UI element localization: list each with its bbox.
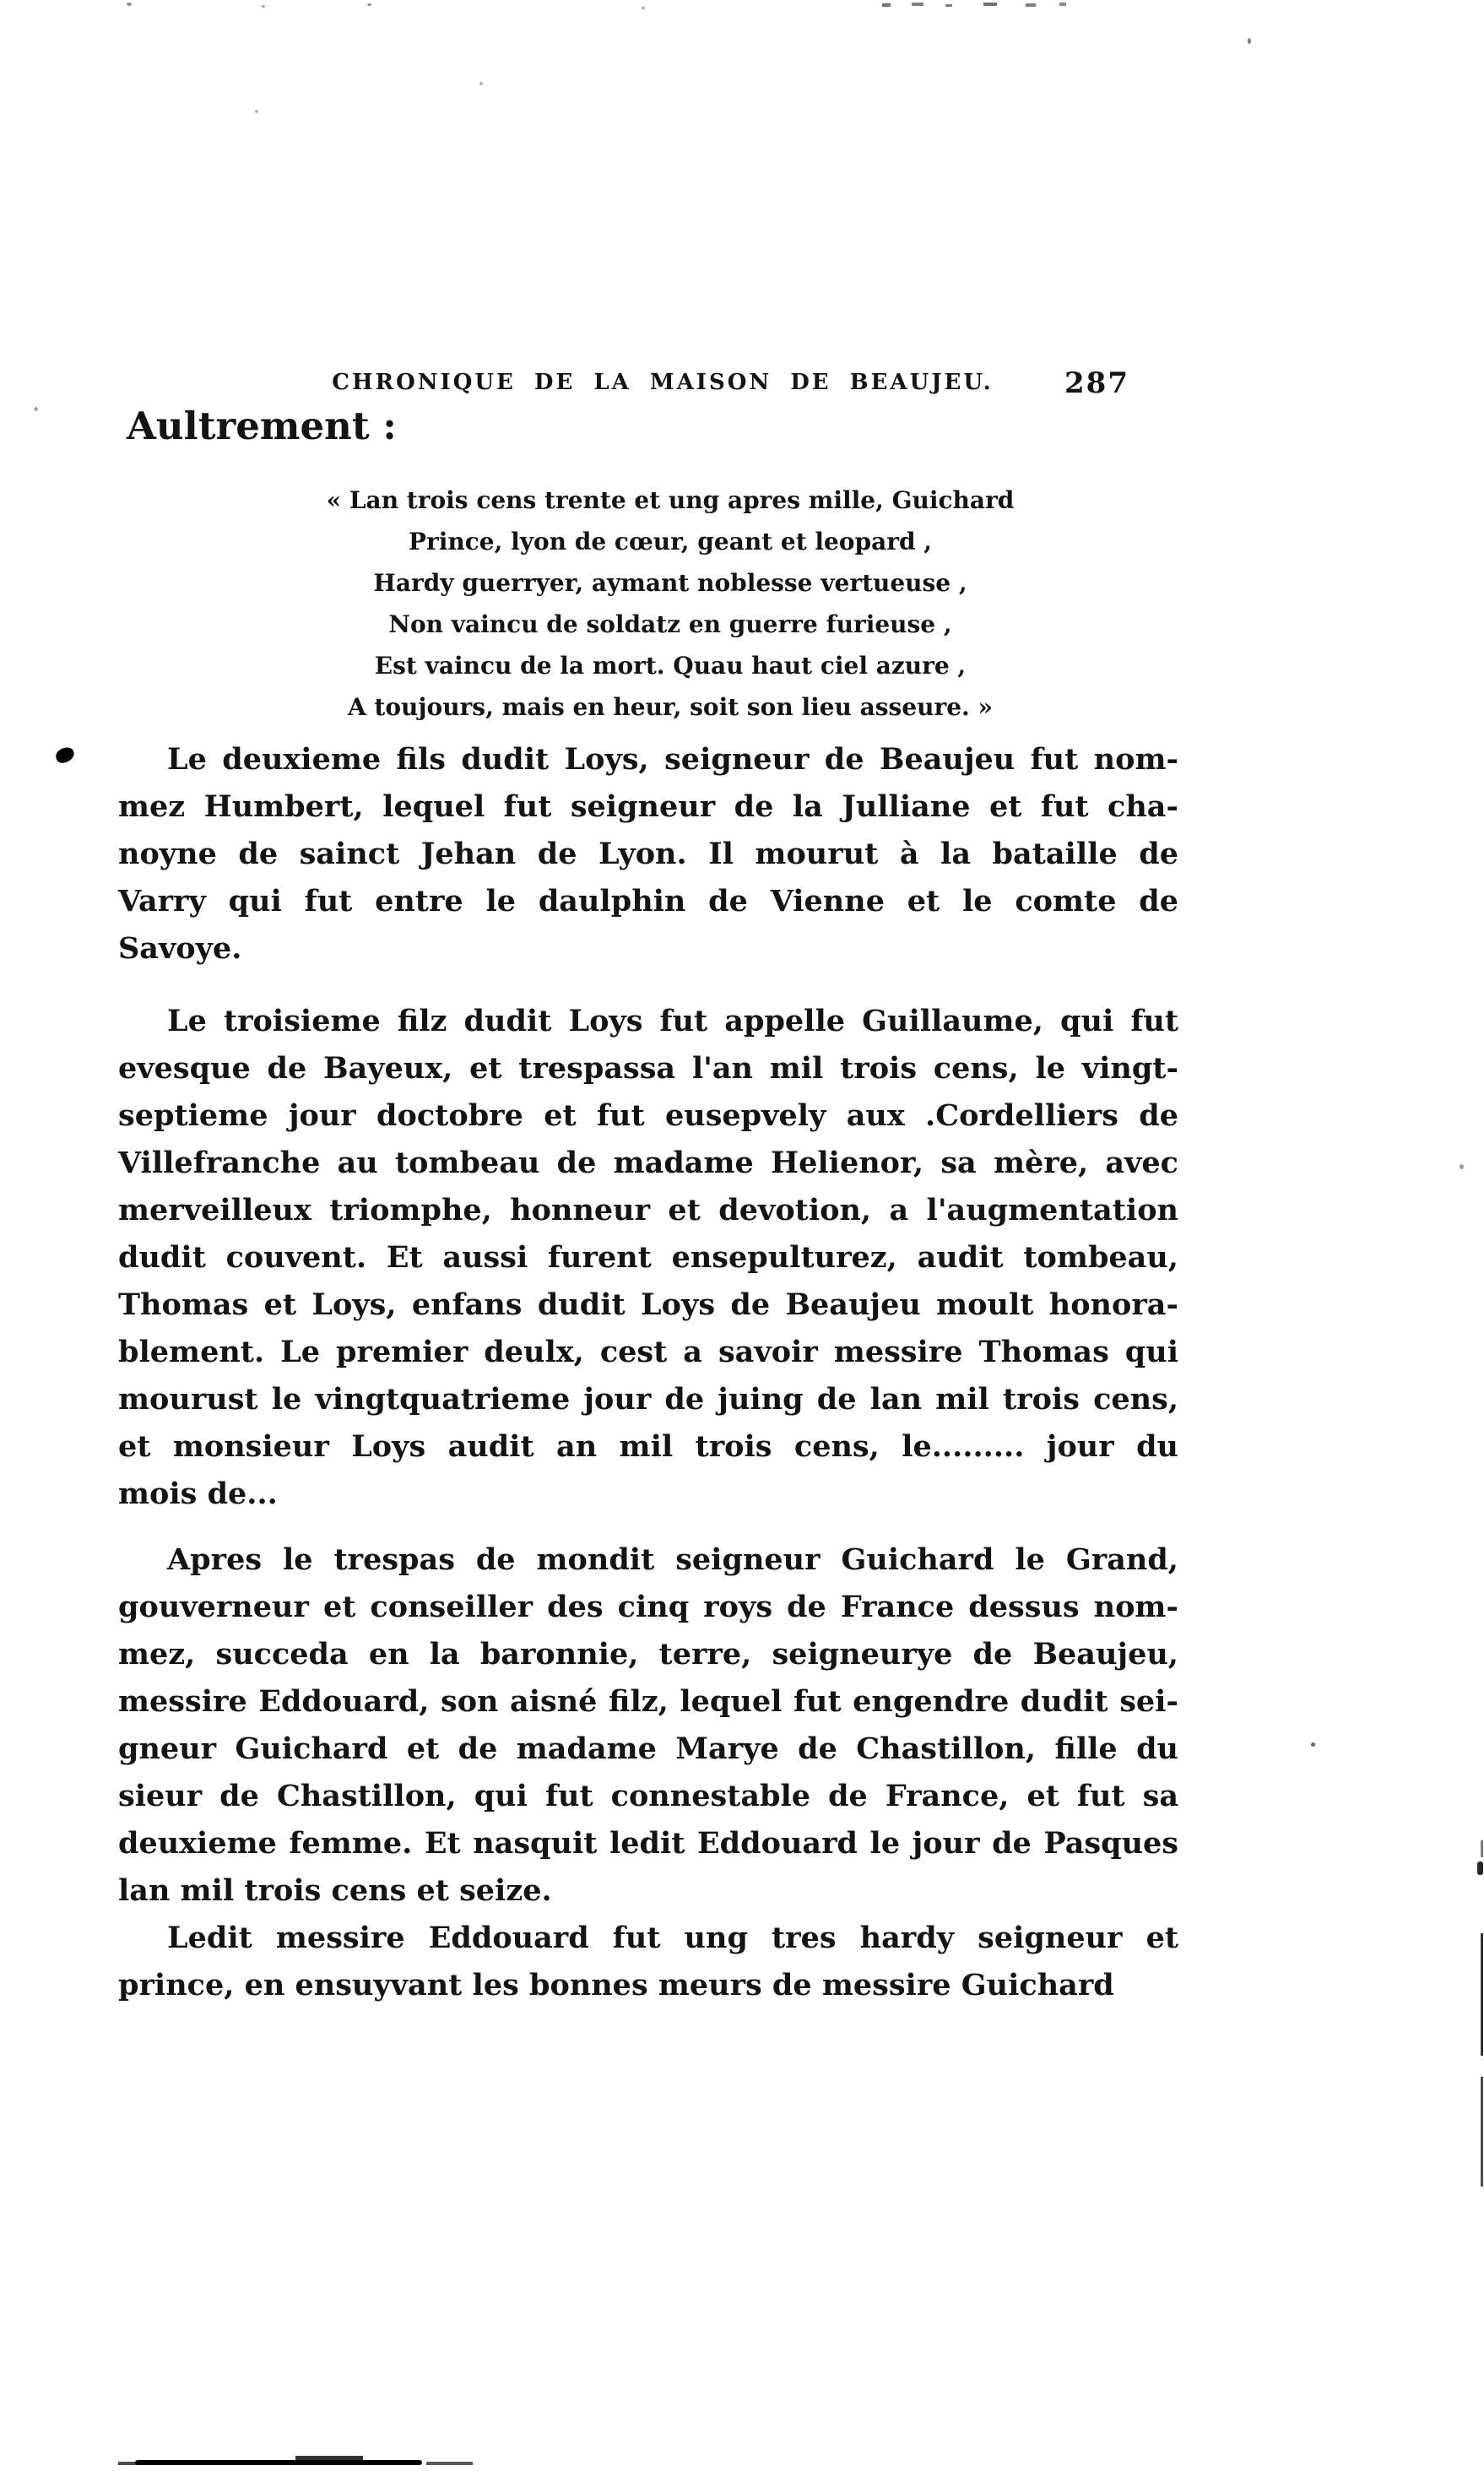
text-line: Le troisieme filz dudit Loys fut appelle Guillaume, qui fut xyxy=(167,1004,1178,1038)
section-heading: Aultrement : xyxy=(127,404,397,448)
text-line: Thomas et Loys, enfans dudit Loys de Beaujeu moult honora- xyxy=(118,1287,1178,1322)
scan-speck xyxy=(367,3,371,6)
verse-line: Non vaincu de soldatz en guerre furieuse , xyxy=(388,610,952,638)
text-line: evesque de Bayeux, et trespassa l'an mil trois cens, le vingt- xyxy=(118,1051,1178,1086)
text-line: Apres le trespas de mondit seigneur Guichard le Grand, xyxy=(167,1542,1178,1577)
scan-speck xyxy=(945,4,952,7)
text-line: Ledit messire Eddouard fut ung tres hardy seigneur et xyxy=(167,1921,1178,1955)
verse xyxy=(118,480,1178,728)
bottom-edge-smudge xyxy=(118,2462,144,2465)
bottom-edge-smudge xyxy=(426,2462,473,2465)
scan-speck xyxy=(34,407,38,411)
page-number: 287 xyxy=(1064,366,1129,400)
text-line: Villefranche au tombeau de madame Helienor, sa mère, avec xyxy=(118,1146,1178,1180)
right-edge-mark xyxy=(1481,1840,1483,1857)
text-line: dudit couvent. Et aussi furent ensepulturez, audit tombeau, xyxy=(118,1240,1178,1275)
scan-speck xyxy=(255,110,258,113)
text-line: mois de... xyxy=(118,1477,278,1511)
scan-speck xyxy=(127,3,132,6)
text-line: septieme jour doctobre et fut eusepvely aux .Cordelliers de xyxy=(118,1098,1178,1133)
paragraph xyxy=(118,736,1178,973)
verse-line: Est vaincu de la mort. Quau haut ciel azure , xyxy=(374,652,967,680)
text-line: mourust le vingtquatrieme jour de juing de lan mil trois cens, xyxy=(118,1382,1178,1417)
scan-speck xyxy=(642,7,645,9)
scan-speck xyxy=(1059,3,1066,6)
text-line: messire Eddouard, son aisné filz, lequel fut engendre dudit sei- xyxy=(118,1684,1178,1719)
text-line: prince, en ensuyvant les bonnes meurs de messire Guichard xyxy=(118,1968,1114,2002)
text-line: blement. Le premier deulx, cest a savoir messire Thomas qui xyxy=(118,1335,1178,1369)
scan-speck xyxy=(1311,1742,1315,1747)
right-edge-mark xyxy=(1481,2077,1483,2187)
scan-speck xyxy=(479,82,483,85)
text-line: mez Humbert, lequel fut seigneur de la Julliane et fut cha- xyxy=(118,789,1178,824)
verse-line: « Lan trois cens trente et ung apres mille, Guichard xyxy=(326,486,1015,514)
text-line: noyne de sainct Jehan de Lyon. Il mourut à la bataille de xyxy=(118,837,1178,871)
paragraph xyxy=(118,998,1178,1518)
text-line: merveilleux triomphe, honneur et devotion, a l'augmentation xyxy=(118,1193,1178,1227)
text-line: Le deuxieme fils dudit Loys, seigneur de Beaujeu fut nom- xyxy=(167,742,1178,777)
text-line: mez, succeda en la baronnie, terre, seigneurye de Beaujeu, xyxy=(118,1637,1178,1672)
verse-line: Hardy guerryer, aymant noblesse vertueuse , xyxy=(373,569,967,597)
scan-speck xyxy=(983,3,997,6)
running-header-title: CHRONIQUE DE LA MAISON DE BEAUJEU. xyxy=(332,370,994,395)
bottom-edge-smudge xyxy=(295,2456,363,2460)
paragraph xyxy=(118,1536,1178,1915)
paragraphs xyxy=(118,736,1178,2009)
text-line: gouverneur et conseiller des cinq roys de France dessus nom- xyxy=(118,1590,1178,1624)
bottom-edge-smudge xyxy=(135,2460,422,2465)
scan-speck xyxy=(912,3,923,6)
scan-speck xyxy=(1026,3,1036,7)
verse-line: Prince, lyon de cœur, geant et leopard , xyxy=(408,528,933,555)
ink-blot xyxy=(54,745,76,764)
text-line: Savoye. xyxy=(118,931,242,966)
text-line: gneur Guichard et de madame Marye de Chastillon, fille du xyxy=(118,1731,1178,1766)
text-line: lan mil trois cens et seize. xyxy=(118,1873,552,1908)
scan-speck xyxy=(1248,38,1251,44)
text-line: sieur de Chastillon, qui fut connestable de France, et fut sa xyxy=(118,1779,1178,1813)
text-line: et monsieur Loys audit an mil trois cens, le......... jour du xyxy=(118,1429,1178,1464)
scan-speck xyxy=(882,3,891,7)
paragraph xyxy=(118,1915,1178,2009)
right-edge-mark xyxy=(1481,1933,1483,2056)
right-edge-mark xyxy=(1477,1861,1483,1875)
verse-line: A toujours, mais en heur, soit son lieu asseure. » xyxy=(347,693,994,721)
text-line: Varry qui fut entre le daulphin de Vienne et le comte de xyxy=(118,884,1178,918)
scan-speck xyxy=(262,5,265,8)
text-line: deuxieme femme. Et nasquit ledit Eddouard le jour de Pasques xyxy=(118,1826,1178,1861)
scan-speck xyxy=(1460,1164,1464,1169)
